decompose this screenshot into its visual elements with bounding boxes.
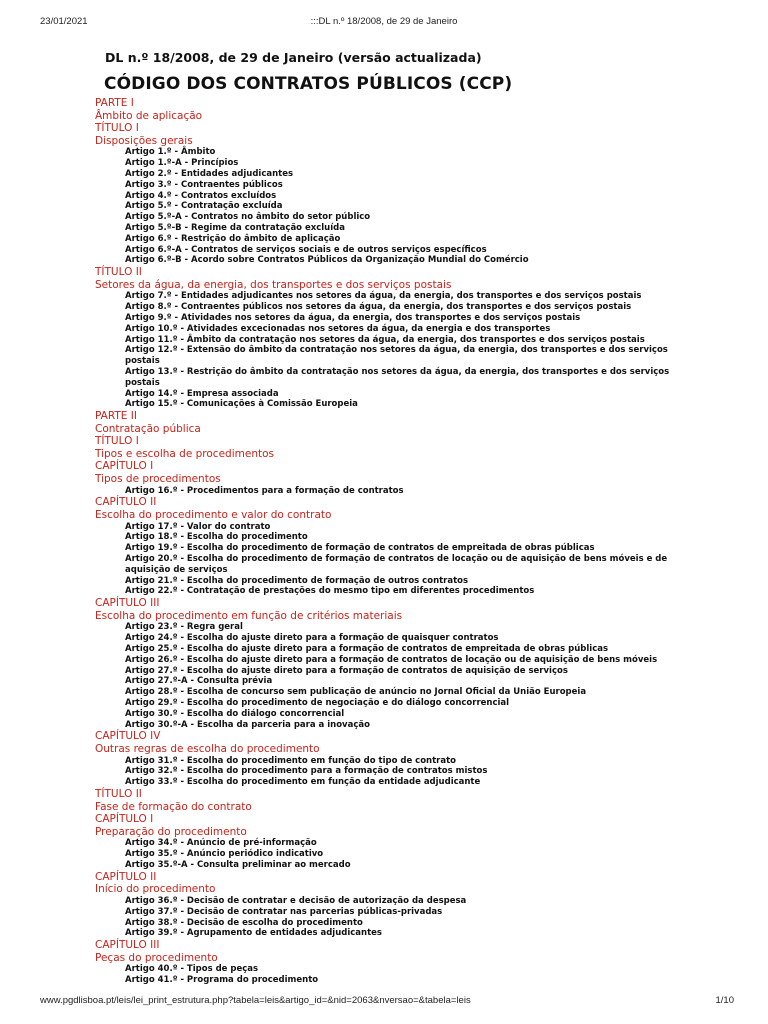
toc-heading (95, 871, 735, 884)
toc-heading-text: PARTE II (95, 410, 137, 423)
toc-article-text[interactable]: Artigo 38.º - Decisão de escolha do procedimento (125, 917, 363, 928)
toc-article-link[interactable] (95, 180, 685, 191)
print-footer (0, 995, 768, 1007)
toc-heading (95, 813, 735, 826)
toc-article-link[interactable] (95, 302, 685, 313)
toc-heading (95, 801, 735, 814)
print-date: 23/01/2021 (40, 16, 88, 27)
toc-article-text[interactable]: Artigo 23.º - Regra geral (125, 622, 243, 633)
toc-article-text[interactable]: Artigo 8.º - Contraentes públicos nos setores da água, da energia, dos transportes e dos serviços postais (125, 302, 632, 313)
toc-article-text[interactable]: Artigo 40.º - Tipos de peças (125, 964, 259, 975)
toc-article-text[interactable]: Artigo 37.º - Decisão de contratar nas parcerias públicas-privadas (125, 906, 443, 917)
toc-article-text[interactable]: Artigo 30.º - Escolha do diálogo concorrencial (125, 708, 345, 719)
toc-article-text[interactable]: Artigo 32.º - Escolha do procedimento para a formação de contratos mistos (125, 766, 488, 777)
toc-heading (95, 952, 735, 965)
toc-heading (95, 110, 735, 123)
toc-heading (95, 473, 735, 486)
toc-article-text[interactable]: Artigo 34.º - Anúncio de pré-informação (125, 838, 317, 849)
toc-article-link[interactable] (95, 576, 685, 587)
toc-heading (95, 743, 735, 756)
toc-article-link[interactable] (95, 655, 685, 666)
document (95, 50, 735, 986)
toc-article-text[interactable]: Artigo 5.º - Contratação excluída (125, 201, 283, 212)
toc-article-text[interactable]: Artigo 3.º - Contraentes públicos (125, 179, 283, 190)
toc-article-text[interactable]: Artigo 41.º - Programa do procedimento (125, 975, 319, 986)
toc-article-text[interactable]: Artigo 24.º - Escolha do ajuste direto para a formação de quaisquer contratos (125, 633, 499, 644)
toc-article-link[interactable] (95, 522, 685, 533)
toc-article-link[interactable] (95, 644, 685, 655)
toc-article-text[interactable]: Artigo 5.º-A - Contratos no âmbito do setor público (125, 212, 371, 223)
toc-heading (95, 939, 735, 952)
toc-heading-text: Escolha do procedimento em função de critérios materiais (95, 609, 403, 622)
toc-article-text[interactable]: Artigo 25.º - Escolha do ajuste direto para a formação de contratos de empreitada de obras públicas (125, 644, 609, 654)
toc-article-text[interactable]: Artigo 1.º - Âmbito (125, 147, 216, 158)
toc-heading-text: PARTE I (95, 97, 134, 109)
toc-article-text[interactable]: Artigo 31.º - Escolha do procedimento em função do tipo de contrato (125, 755, 456, 766)
toc-article-text[interactable]: Artigo 7.º - Entidades adjudicantes nos setores da água, da energia, dos transportes e dos serviços postais (125, 291, 642, 302)
toc-heading (95, 730, 735, 743)
toc-article-link[interactable] (95, 896, 685, 907)
toc-article-link[interactable] (95, 367, 685, 389)
toc-article-link[interactable] (95, 975, 685, 986)
toc-heading-text: CAPÍTULO III (95, 597, 160, 610)
toc-article-link[interactable] (95, 964, 685, 975)
toc-heading (95, 435, 735, 448)
toc-article-link[interactable] (95, 554, 685, 576)
toc-article-link[interactable] (95, 335, 685, 346)
toc-article-link[interactable] (95, 169, 685, 180)
toc-heading (95, 279, 735, 292)
toc-heading-text: CAPÍTULO I (95, 813, 154, 826)
toc-article-link[interactable] (95, 666, 685, 677)
toc-article-link[interactable] (95, 313, 685, 324)
toc-article-text[interactable]: Artigo 15.º - Comunicações à Comissão Europeia (125, 399, 358, 410)
toc-heading-text: TÍTULO II (95, 787, 142, 800)
toc-article-link[interactable] (95, 399, 685, 410)
document-subtitle: DL n.º 18/2008, de 29 de Janeiro (versão actualizada) (105, 50, 482, 65)
toc-article-text[interactable]: Artigo 27.º - Escolha do ajuste direto para a formação de contratos de aquisição de serviços (125, 665, 568, 676)
toc-article-link[interactable] (95, 849, 685, 860)
toc-article-text[interactable]: Artigo 6.º-A - Contratos de serviços sociais e de outros serviços específicos (125, 244, 487, 255)
toc-article-text[interactable]: Artigo 29.º - Escolha do procedimento de negociação e do diálogo concorrencial (125, 697, 510, 708)
toc-article-link[interactable] (95, 622, 685, 633)
toc-article-link[interactable] (95, 676, 685, 687)
document-title: CÓDIGO DOS CONTRATOS PÚBLICOS (CCP) (104, 74, 513, 94)
toc-article-link[interactable] (95, 687, 685, 698)
toc-article-text[interactable]: Artigo 33.º - Escolha do procedimento em função da entidade adjudicante (125, 777, 481, 788)
toc-article-link[interactable] (95, 928, 685, 939)
toc-article-text[interactable]: Artigo 20.º - Escolha do procedimento de formação de contratos de locação ou de aquisição de bens móveis e de aquisição de serviços (125, 554, 668, 575)
toc-article-link[interactable] (95, 543, 685, 554)
toc-article-link[interactable] (95, 201, 685, 212)
toc-article-link[interactable] (95, 486, 685, 497)
toc-article-link[interactable] (95, 158, 685, 169)
toc-article-text[interactable]: Artigo 30.º-A - Escolha da parceria para a inovação (125, 719, 370, 730)
toc-heading (95, 122, 735, 135)
toc-article-text[interactable]: Artigo 11.º - Âmbito da contratação nos setores da água, da energia, dos transportes e dos serviços postais (125, 334, 645, 345)
toc-heading (95, 423, 735, 436)
toc-heading-text: CAPÍTULO IV (95, 730, 161, 743)
toc-article-text[interactable]: Artigo 4.º - Contratos excluídos (125, 190, 277, 201)
toc-heading (95, 496, 735, 509)
toc-article-link[interactable] (95, 234, 685, 245)
toc-article-text[interactable]: Artigo 2.º - Entidades adjudicantes (125, 168, 294, 179)
toc-article-link[interactable] (95, 345, 685, 367)
toc-article-text[interactable]: Artigo 5.º-B - Regime da contratação excluída (125, 222, 345, 233)
toc-heading-text: Disposições gerais (95, 134, 193, 147)
toc-article-text[interactable]: Artigo 16.º - Procedimentos para a formação de contratos (125, 485, 404, 496)
toc-heading-text: Peças do procedimento (95, 951, 218, 964)
toc-article-link[interactable] (95, 532, 685, 543)
toc-article-link[interactable] (95, 918, 685, 929)
toc-heading-text: CAPÍTULO I (95, 460, 154, 473)
toc-article-text[interactable]: Artigo 27.º-A - Consulta prévia (125, 676, 273, 687)
toc-article-link[interactable] (95, 698, 685, 709)
toc-article-link[interactable] (95, 907, 685, 918)
toc-heading (95, 410, 735, 423)
toc-article-link[interactable] (95, 633, 685, 644)
toc-article-text[interactable]: Artigo 13.º - Restrição do âmbito da contratação nos setores da água, da energia, dos transportes e dos serviços postais (125, 366, 670, 388)
toc-article-link[interactable] (95, 255, 685, 266)
toc-heading (95, 97, 735, 110)
toc-heading (95, 788, 735, 801)
print-header (0, 16, 768, 28)
toc-article-text[interactable]: Artigo 35.º-A - Consulta preliminar ao mercado (125, 859, 351, 870)
toc-heading-text: CAPÍTULO II (95, 496, 157, 509)
toc-article-link[interactable] (95, 324, 685, 335)
toc-heading (95, 460, 735, 473)
toc-article-text[interactable]: Artigo 28.º - Escolha de concurso sem publicação de anúncio no Jornal Oficial da União Europeia (125, 687, 587, 698)
toc-heading (95, 509, 735, 522)
toc-article-text[interactable]: Artigo 9.º - Atividades nos setores da água, da energia, dos transportes e dos serviços postais (125, 312, 581, 323)
toc-heading-text: CAPÍTULO II (95, 870, 157, 883)
toc-article-link[interactable] (95, 756, 685, 767)
toc-heading (95, 448, 735, 461)
toc-article-link[interactable] (95, 838, 685, 849)
toc-article-link[interactable] (95, 709, 685, 720)
print-page-number: 1/10 (715, 995, 734, 1006)
toc-article-link[interactable] (95, 586, 685, 597)
toc-article-text[interactable]: Artigo 35.º - Anúncio periódico indicativo (125, 849, 324, 860)
print-url: www.pgdlisboa.pt/leis/lei_print_estrutura.php?tabela=leis&artigo_id=&nid=2063&nversao=&tabela=leis (40, 995, 471, 1006)
toc-article-text[interactable]: Artigo 18.º - Escolha do procedimento (125, 532, 308, 543)
toc-article-text[interactable]: Artigo 17.º - Valor do contrato (125, 521, 271, 532)
toc-article-text[interactable]: Artigo 36.º - Decisão de contratar e decisão de autorização da despesa (125, 895, 467, 906)
toc-article-link[interactable] (95, 147, 685, 158)
toc-heading-text: Preparação do procedimento (95, 825, 247, 838)
print-page-title: :::DL n.º 18/2008, de 29 de Janeiro (310, 16, 458, 27)
toc-article-text[interactable]: Artigo 19.º - Escolha do procedimento de formação de contratos de empreitada de obras públicas (125, 543, 595, 554)
toc-heading-text: CAPÍTULO III (95, 939, 160, 952)
toc-heading-text: Tipos e escolha de procedimentos (95, 447, 274, 460)
toc-heading-text: Início do procedimento (95, 883, 216, 896)
toc-heading-text: Setores da água, da energia, dos transportes e dos serviços postais (95, 278, 452, 291)
toc-heading (95, 266, 735, 279)
toc-heading-text: TÍTULO II (95, 266, 142, 279)
toc-heading-text: Escolha do procedimento e valor do contrato (95, 509, 332, 522)
toc-heading (95, 597, 735, 610)
toc-article-text[interactable]: Artigo 6.º - Restrição do âmbito de aplicação (125, 233, 341, 244)
toc-heading-text: Âmbito de aplicação (95, 109, 203, 122)
toc-article-text[interactable]: Artigo 6.º-B - Acordo sobre Contratos Públicos da Organização Mundial do Comércio (125, 255, 529, 266)
toc-article-text[interactable]: Artigo 39.º - Agrupamento de entidades adjudicantes (125, 928, 382, 939)
toc-article-link[interactable] (95, 212, 685, 223)
toc-article-link[interactable] (95, 860, 685, 871)
toc-article-link[interactable] (95, 223, 685, 234)
toc-heading (95, 883, 735, 896)
toc-heading-text: Tipos de procedimentos (95, 473, 221, 486)
toc-heading-text: TÍTULO I (95, 122, 139, 135)
toc-article-link[interactable] (95, 720, 685, 731)
toc-article-link[interactable] (95, 291, 685, 302)
toc-heading-text: TÍTULO I (95, 435, 139, 448)
toc-article-link[interactable] (95, 766, 685, 777)
toc-article-text[interactable]: Artigo 1.º-A - Princípios (125, 158, 239, 169)
toc-article-text[interactable]: Artigo 10.º - Atividades excecionadas nos setores da água, da energia e dos transportes (125, 323, 551, 334)
toc-article-text[interactable]: Artigo 14.º - Empresa associada (125, 388, 279, 399)
toc-article-link[interactable] (95, 777, 685, 788)
toc-heading-text: Contratação pública (95, 422, 201, 435)
toc-heading (95, 826, 735, 839)
toc-article-link[interactable] (95, 389, 685, 400)
table-of-contents (95, 97, 735, 986)
toc-article-link[interactable] (95, 191, 685, 202)
toc-article-link[interactable] (95, 245, 685, 256)
toc-article-text[interactable]: Artigo 21.º - Escolha do procedimento de formação de outros contratos (125, 575, 469, 586)
toc-article-text[interactable]: Artigo 26.º - Escolha do ajuste direto para a formação de contratos de locação ou de aquisição de bens móveis (125, 654, 658, 665)
toc-heading-text: Fase de formação do contrato (95, 800, 252, 813)
toc-article-text[interactable]: Artigo 22.º - Contratação de prestações do mesmo tipo em diferentes procedimentos (125, 586, 535, 597)
toc-heading (95, 135, 735, 148)
toc-heading-text: Outras regras de escolha do procedimento (95, 742, 320, 755)
toc-article-text[interactable]: Artigo 12.º - Extensão do âmbito da contratação nos setores da água, da energia, dos transportes e dos serviços postais (125, 345, 668, 367)
toc-heading (95, 610, 735, 623)
